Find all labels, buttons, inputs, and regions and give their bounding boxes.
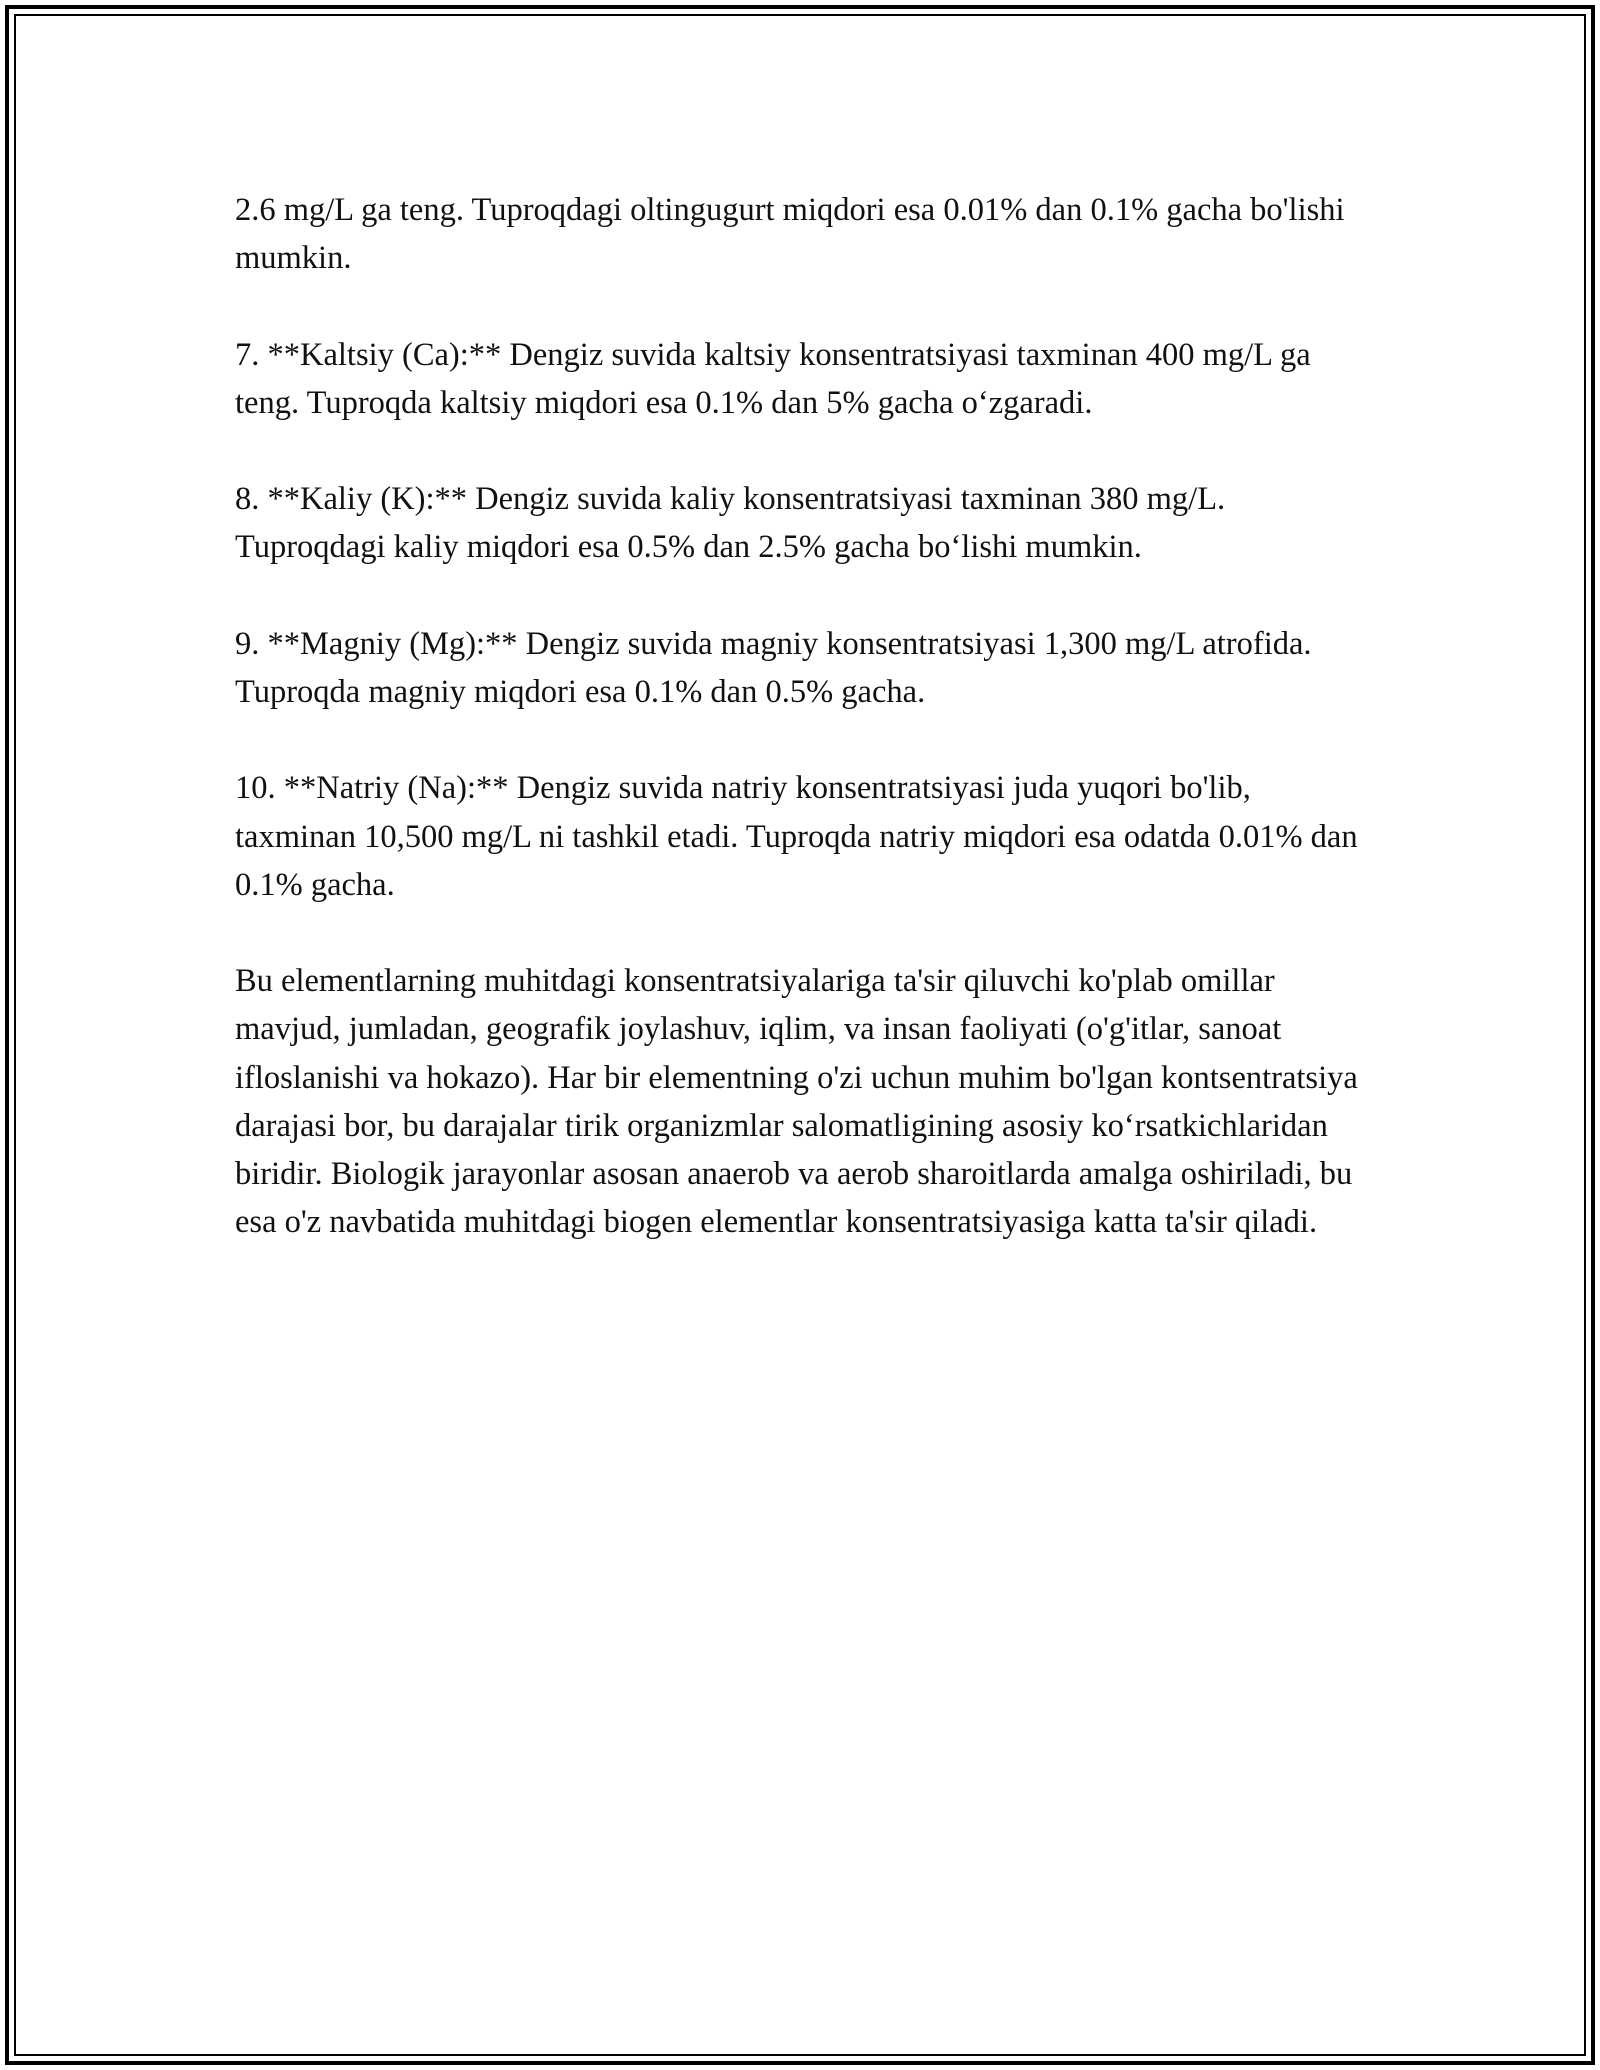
paragraph-sulfur-continued: 2.6 mg/L ga teng. Tuproqdagi oltingugurt miqdori esa 0.01% dan 0.1% gacha bo'lishi mumkin.: [235, 192, 1345, 277]
paragraph-sodium: 10. **Natriy (Na):** Dengiz suvida natriy konsentratsiyasi juda yuqori bo'lib, taxminan 10,500 mg/L ni tashkil etadi. Tuproqda natriy miqdori esa odatda 0.01% dan 0.1% gacha.: [235, 770, 1358, 903]
paragraph-potassium: 8. **Kaliy (K):** Dengiz suvida kaliy konsentratsiyasi taxminan 380 mg/L. Tuproqdagi kaliy miqdori esa 0.5% dan 2.5% gacha bo‘lishi mumkin.: [235, 481, 1226, 566]
paragraph-summary: Bu elementlarning muhitdagi konsentratsiyalariga ta'sir qiluvchi ko'plab omillar mavjud, jumladan, geografik joylashuv, iqlim, va insan faoliyati (o'g'itlar, sanoat ifloslanishi va hokazo). Har bir elementning o'zi uchun muhim bo'lgan kontsentratsiya darajasi bor, bu darajalar tirik organizmlar salomatligining asosiy ko‘rsatkichlaridan biridir. Biologik jarayonlar asosan anaerob va aerob sharoitlarda amalga oshiriladi, bu esa o'z navbatida muhitdagi biogen elementlar konsentratsiyasiga katta ta'sir qiladi.: [235, 963, 1358, 1241]
paragraph-magnesium: 9. **Magniy (Mg):** Dengiz suvida magniy konsentratsiyasi 1,300 mg/L atrofida. Tuproqda magniy miqdori esa 0.1% dan 0.5% gacha.: [235, 625, 1312, 710]
paragraph-calcium: 7. **Kaltsiy (Ca):** Dengiz suvida kaltsiy konsentratsiyasi taxminan 400 mg/L ga teng. Tuproqda kaltsiy miqdori esa 0.1% dan 5% gacha o‘zgaradi.: [235, 336, 1311, 421]
document-body: [235, 186, 1375, 1246]
